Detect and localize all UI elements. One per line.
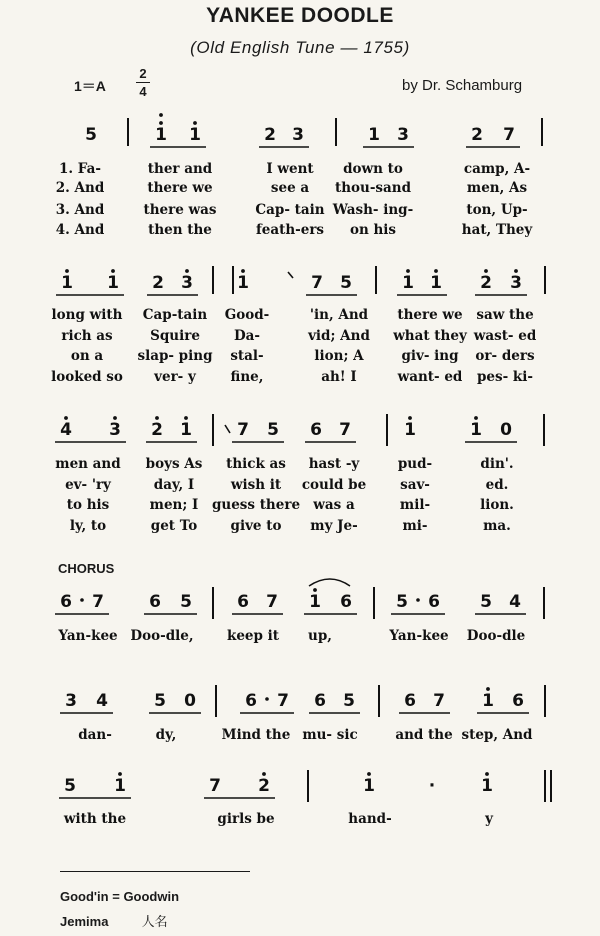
lyric-syllable: Wash- ing- — [332, 202, 414, 218]
octave-dot — [514, 269, 518, 273]
note-digit: 5 — [480, 592, 492, 612]
lyric-syllable: girls be — [217, 811, 275, 827]
lyric-syllable: 'in, And — [309, 307, 369, 323]
octave-dot — [159, 121, 163, 125]
lyric-syllable: down to — [343, 161, 403, 177]
note-digit: 4 — [96, 691, 108, 711]
note-digit: 3 — [292, 125, 304, 145]
lyric-syllable: give to — [230, 518, 282, 534]
lyric-syllable: pes- ki- — [476, 369, 534, 385]
octave-dot — [155, 416, 159, 420]
note-digit: 6 — [310, 420, 322, 440]
note-digit: 2 — [152, 273, 164, 293]
note-digit: 1 — [402, 273, 414, 293]
note-digit: 6 — [428, 592, 440, 612]
lyric-syllable: Mind the — [221, 727, 291, 743]
note-digit: 6 — [404, 691, 416, 711]
lyric-syllable: lion; A — [314, 348, 364, 364]
lyric-syllable: there was — [143, 202, 217, 218]
note-digit: 1 — [309, 592, 321, 612]
lyric-syllable: get To — [150, 518, 198, 534]
lyric-syllable: mi- — [402, 518, 428, 534]
lyric-syllable: camp, A- — [463, 161, 531, 177]
note-digit: 7 — [433, 691, 445, 711]
note-digit: 1 — [481, 776, 493, 796]
note-digit: 6 — [340, 592, 352, 612]
lyric-syllable: din'. — [480, 456, 514, 472]
lyric-syllable: ton, Up- — [466, 202, 528, 218]
lyric-syllable: hat, They — [461, 222, 533, 238]
lyric-syllable: 4. And — [55, 222, 105, 238]
lyric-syllable: 1. Fa- — [59, 161, 101, 177]
octave-dot — [184, 416, 188, 420]
lyric-syllable: looked so — [51, 369, 123, 385]
octave-dot — [367, 772, 371, 776]
lyric-syllable: on a — [70, 348, 104, 364]
note-digit: 1 — [430, 273, 442, 293]
tie-slur — [309, 579, 350, 586]
lyric-syllable: mil- — [399, 497, 431, 513]
lyric-syllable: hand- — [348, 811, 392, 827]
note-digit: 0 — [184, 691, 196, 711]
note-digit: 5 — [340, 273, 352, 293]
lyric-syllable: or- ders — [475, 348, 535, 364]
note-digit: 3 — [510, 273, 522, 293]
time-signature-top: 2 — [139, 66, 147, 81]
note-digit: · — [428, 776, 436, 796]
octave-dot — [185, 269, 189, 273]
rhythm-dot — [265, 697, 269, 701]
lyric-syllable: ma. — [483, 518, 511, 534]
lyric-syllable: dan- — [78, 727, 112, 743]
lyric-syllable: Doo-dle — [466, 628, 526, 644]
octave-dot — [65, 269, 69, 273]
rhythm-dot — [80, 598, 84, 602]
note-digit: 3 — [181, 273, 193, 293]
lyric-syllable: saw the — [476, 307, 534, 323]
lyric-syllable: lion. — [480, 497, 514, 513]
rhythm-dot — [416, 598, 420, 602]
lyric-syllable: men, As — [466, 180, 528, 196]
lyric-syllable: men; I — [149, 497, 199, 513]
lyric-syllable: Cap- tain — [255, 202, 325, 218]
octave-dot — [486, 687, 490, 691]
note-digit: 1 — [189, 125, 201, 145]
note-digit: 2 — [264, 125, 276, 145]
lyric-syllable: ed. — [485, 477, 509, 493]
lyric-syllable: on his — [349, 222, 397, 238]
note-digit: 1 — [61, 273, 73, 293]
footnote-meaning: 人名 — [141, 915, 168, 930]
lyric-syllable: there we — [397, 307, 463, 323]
lyric-syllable: stal- — [230, 348, 264, 364]
note-digit: 7 — [237, 420, 249, 440]
footnote-equals: = — [112, 889, 120, 904]
note-digit: 6 — [245, 691, 257, 711]
note-digit: 2 — [471, 125, 483, 145]
time-signature-bottom: 4 — [139, 84, 147, 99]
octave-dot — [64, 416, 68, 420]
lyric-syllable: wish it — [230, 477, 282, 493]
note-digit: 2 — [480, 273, 492, 293]
lyric-syllable: dy, — [155, 727, 177, 743]
lyric-syllable: vid; And — [308, 328, 370, 344]
lyric-syllable: what they — [393, 328, 467, 344]
lyric-syllable: sav- — [400, 477, 430, 493]
lyric-syllable: there we — [147, 180, 213, 196]
lyric-syllable: mu- sic — [302, 727, 358, 743]
note-digit: 6 — [60, 592, 72, 612]
note-digit: 7 — [503, 125, 515, 145]
lyric-syllable: ly, to — [69, 518, 107, 534]
lyric-syllable: could be — [301, 477, 367, 493]
octave-dot — [484, 269, 488, 273]
song-subtitle: (Old English Tune — 1755) — [190, 38, 410, 57]
lyric-syllable: my Je- — [310, 518, 358, 534]
note-digit: 5 — [396, 592, 408, 612]
note-digit: 1 — [368, 125, 380, 145]
lyric-syllable: giv- ing — [401, 348, 459, 364]
lyric-syllable: men and — [55, 456, 121, 472]
octave-dot — [193, 121, 197, 125]
lyric-syllable: boys As — [145, 456, 203, 472]
lyric-syllable: step, And — [461, 727, 533, 743]
octave-dot — [111, 269, 115, 273]
lyric-syllable: 3. And — [55, 202, 105, 218]
lyric-syllable: with the — [63, 811, 127, 827]
note-digit: 7 — [339, 420, 351, 440]
key-signature: 1＝A — [74, 78, 106, 94]
octave-dot — [241, 269, 245, 273]
tie-tick — [288, 272, 293, 278]
note-digit: 1 — [155, 125, 167, 145]
note-digit: 6 — [314, 691, 326, 711]
note-digit: 7 — [92, 592, 104, 612]
note-digit: 5 — [85, 125, 97, 145]
note-digit: 7 — [266, 592, 278, 612]
lyric-syllable: day, I — [153, 477, 195, 493]
note-digit: 1 — [404, 420, 416, 440]
footnote-term: Good'in — [60, 889, 109, 904]
lyric-syllable: Doo-dle, — [130, 628, 194, 644]
note-digit: 3 — [65, 691, 77, 711]
note-digit: 7 — [311, 273, 323, 293]
lyric-syllable: pud- — [397, 456, 433, 472]
lyric-syllable: long with — [51, 307, 123, 323]
note-digit: 7 — [209, 776, 221, 796]
note-digit: 5 — [180, 592, 192, 612]
note-digit: 6 — [237, 592, 249, 612]
lyric-syllable: ver- y — [154, 369, 196, 385]
lyric-syllable: Yan-kee — [389, 628, 449, 644]
lyric-syllable: want- ed — [397, 369, 463, 385]
lyric-syllable: guess there — [211, 497, 301, 513]
lyric-syllable: keep it — [226, 628, 280, 644]
chorus-label: CHORUS — [58, 561, 115, 576]
lyric-syllable: thou-sand — [334, 180, 412, 196]
lyric-syllable: and the — [395, 727, 453, 743]
footnote-meaning: Goodwin — [123, 889, 180, 904]
lyric-syllable: feath-ers — [255, 222, 325, 238]
footnote-divider — [60, 871, 250, 872]
lyric-syllable: thick as — [226, 456, 286, 472]
lyric-syllable: 2. And — [55, 180, 105, 196]
note-digit: 2 — [258, 776, 270, 796]
note-digit: 1 — [180, 420, 192, 440]
note-digit: 1 — [363, 776, 375, 796]
lyric-syllable: was a — [313, 497, 355, 513]
octave-dot — [408, 416, 412, 420]
octave-dot — [485, 772, 489, 776]
note-digit: 4 — [509, 592, 521, 612]
lyric-syllable: Cap-tain — [142, 307, 208, 323]
note-digit: 1 — [482, 691, 494, 711]
octave-dot — [118, 772, 122, 776]
note-digit: 5 — [343, 691, 355, 711]
lyric-syllable: slap- ping — [137, 348, 213, 364]
note-digit: 1 — [107, 273, 119, 293]
lyric-syllable: hast -y — [308, 456, 360, 472]
lyric-syllable: see a — [270, 180, 310, 196]
note-digit: 4 — [60, 420, 72, 440]
note-digit: 0 — [500, 420, 512, 440]
lyric-syllable: wast- ed — [473, 328, 537, 344]
octave-dot — [406, 269, 410, 273]
tie-tick — [225, 425, 230, 433]
song-title: YANKEE DOODLE — [206, 4, 394, 27]
lyric-syllable: ther and — [147, 161, 213, 177]
lyric-syllable: to his — [66, 497, 110, 513]
note-digit: 3 — [397, 125, 409, 145]
lyric-syllable: up, — [308, 628, 332, 644]
lyric-syllable: Squire — [150, 328, 200, 344]
octave-dot — [113, 416, 117, 420]
note-digit: 7 — [277, 691, 289, 711]
note-digit: 3 — [109, 420, 121, 440]
lyric-syllable: fine, — [230, 369, 264, 385]
lyric-syllable: ev- 'ry — [65, 477, 111, 493]
octave-dot — [434, 269, 438, 273]
octave-dot — [313, 588, 317, 592]
note-digit: 1 — [237, 273, 249, 293]
note-digit: 2 — [151, 420, 163, 440]
lyric-syllable: then the — [148, 222, 212, 238]
note-digit: 6 — [512, 691, 524, 711]
octave-dot — [262, 772, 266, 776]
lyric-syllable: y — [485, 811, 493, 827]
note-digit: 6 — [149, 592, 161, 612]
note-digit: 1 — [114, 776, 126, 796]
note-digit: 5 — [154, 691, 166, 711]
note-digit: 1 — [470, 420, 482, 440]
note-digit: 5 — [64, 776, 76, 796]
footnote-term: Jemima — [60, 914, 109, 929]
lyric-syllable: Da- — [233, 328, 261, 344]
lyric-syllable: I went — [266, 161, 314, 177]
lyric-syllable: Yan-kee — [58, 628, 118, 644]
lyric-syllable: ah! I — [321, 369, 357, 385]
octave-dot — [159, 113, 163, 117]
footnote-goodwin — [60, 889, 179, 904]
author-credit: by Dr. Schamburg — [402, 77, 523, 94]
lyric-syllable: rich as — [61, 328, 113, 344]
note-digit: 5 — [267, 420, 279, 440]
octave-dot — [474, 416, 478, 420]
lyric-syllable: Good- — [224, 307, 270, 323]
footnote-jemima — [60, 911, 168, 930]
